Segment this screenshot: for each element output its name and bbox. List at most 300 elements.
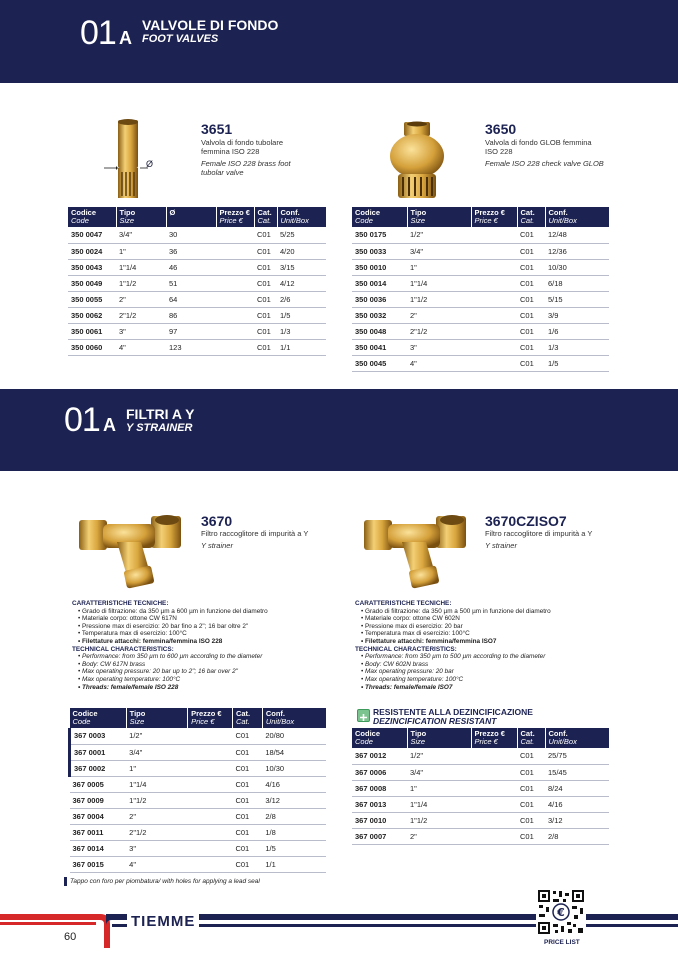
section-number: 01 [64, 401, 100, 439]
tech-item: • Performance: from 350 µm to 500 µm according to the diameter [361, 653, 625, 661]
table-cell: 1/5 [277, 307, 326, 323]
desc-en: Female ISO 228 brass foot tubolar valve [201, 159, 291, 177]
table-cell [216, 307, 254, 323]
header-it: Tipo [129, 709, 146, 718]
table-cell: 367 0012 [352, 748, 407, 764]
table-row [68, 243, 326, 259]
tech-item: • Temperatura max di esercizio: 100°C [78, 630, 342, 638]
table-cell [471, 291, 517, 307]
table-cell: 4" [407, 355, 471, 371]
table-cell: 367 0003 [70, 728, 127, 744]
column-header [517, 728, 545, 748]
tech-specs-3670 [72, 600, 342, 691]
table-cell: 367 0005 [70, 776, 127, 792]
table-row [70, 776, 327, 792]
table-cell: 350 0060 [68, 339, 116, 355]
table-cell [188, 792, 233, 808]
column-header [407, 728, 471, 748]
table-cell: C01 [517, 796, 545, 812]
tech-title-en: TECHNICAL CHARACTERISTICS: [355, 645, 457, 653]
table-cell: 3" [407, 339, 471, 355]
table-cell: 3/12 [262, 792, 326, 808]
table-cell: 1"1/4 [407, 796, 471, 812]
qr-euro-symbol: € [557, 906, 565, 919]
section-title-en: FOOT VALVES [142, 33, 219, 45]
table-cell: C01 [517, 748, 545, 764]
table-cell: 350 0014 [352, 275, 407, 291]
table-cell: 46 [166, 259, 216, 275]
table-row [352, 339, 609, 355]
table-cell: 10/30 [262, 760, 326, 776]
table-cell [471, 780, 517, 796]
table-cell: 350 0036 [352, 291, 407, 307]
header-en: Size [410, 216, 426, 225]
table-cell [471, 796, 517, 812]
table-cell: 350 0175 [352, 227, 407, 243]
column-header [232, 708, 262, 728]
tech-item: • Filettature attacchi: femmina/femmina ISO 228 [78, 638, 342, 646]
column-header [254, 207, 277, 227]
product-code-3651: 3651 [201, 121, 233, 137]
table-cell: 350 0024 [68, 243, 116, 259]
table-cell: 350 0048 [352, 323, 407, 339]
table-cell: 20/80 [262, 728, 326, 744]
table-cell: 350 0061 [68, 323, 116, 339]
table-cell: C01 [517, 243, 545, 259]
table-3670cziso7 [352, 728, 609, 845]
column-header [471, 207, 517, 227]
table-cell: 2/8 [545, 828, 609, 844]
table-row [70, 856, 327, 872]
table-cell: C01 [254, 307, 277, 323]
tech-item: • Temperatura max di esercizio: 100°C [361, 630, 625, 638]
table-row [352, 275, 609, 291]
table-row [68, 275, 326, 291]
section-number: 01 [80, 14, 116, 52]
table-cell [471, 764, 517, 780]
table-cell [216, 243, 254, 259]
section-letter: A [103, 415, 116, 435]
table-cell: 350 0043 [68, 259, 116, 275]
table-row [68, 291, 326, 307]
header-en: Unit/Box [280, 216, 309, 225]
header-en: Cat. [520, 737, 535, 746]
table-row [352, 780, 609, 796]
table-cell: C01 [254, 291, 277, 307]
price-list-label: PRICE LIST [544, 939, 580, 946]
header-it: Ø [169, 208, 176, 217]
table-cell: C01 [517, 828, 545, 844]
table-cell: 18/54 [262, 744, 326, 760]
table-cell: 1/1 [262, 856, 326, 872]
table-cell: C01 [232, 824, 262, 840]
dez-en: DEZINCIFICATION RESISTANT [373, 716, 497, 726]
qr-code-icon[interactable] [536, 888, 586, 936]
column-header [277, 207, 326, 227]
table-cell [471, 828, 517, 844]
column-header [68, 207, 116, 227]
table-cell: 12/36 [545, 243, 609, 259]
product-code-3670: 3670 [201, 513, 233, 529]
table-cell: 2"1/2 [407, 323, 471, 339]
table-cell: 367 0004 [70, 808, 127, 824]
table-cell: C01 [254, 243, 277, 259]
table-cell: 1/1 [277, 339, 326, 355]
table-row [70, 840, 327, 856]
product-desc-3670cziso7 [485, 529, 615, 550]
table-cell: 350 0041 [352, 339, 407, 355]
page-number: 60 [64, 931, 77, 943]
product-code-3670cziso7: 3670CZISO7 [485, 513, 567, 529]
header-it: Prezzo € [474, 208, 505, 217]
tech-item: • Grado di filtrazione: da 350 µm a 500 µm in funzione del diametro [361, 608, 625, 616]
table-cell: C01 [232, 744, 262, 760]
column-header [407, 207, 471, 227]
table-cell: C01 [232, 792, 262, 808]
table-row [352, 796, 609, 812]
column-header [471, 728, 517, 748]
table-cell: C01 [232, 808, 262, 824]
tech-item: • Pressione max di esercizio: 20 bar [361, 623, 625, 631]
column-header [216, 207, 254, 227]
table-cell: C01 [254, 323, 277, 339]
table-cell: 350 0010 [352, 259, 407, 275]
table-cell: 350 0055 [68, 291, 116, 307]
table-cell: 4/16 [545, 796, 609, 812]
header-en: Size [410, 737, 426, 746]
table-cell: 4/12 [277, 275, 326, 291]
header-en: Price € [474, 737, 498, 746]
table-3670 [68, 708, 326, 873]
table-cell: 1"1/4 [407, 275, 471, 291]
column-header [352, 207, 407, 227]
section-title-it: FILTRI A Y [126, 406, 195, 422]
table-cell: 4" [126, 856, 187, 872]
table-cell [216, 339, 254, 355]
table-cell: 1/2" [126, 728, 187, 744]
table-cell: 1" [126, 760, 187, 776]
tech-item: • Max operating temperature: 100°C [361, 676, 625, 684]
table-cell: C01 [517, 307, 545, 323]
table-cell: C01 [254, 259, 277, 275]
tech-item: • Max operating pressure: 20 bar [361, 668, 625, 676]
table-cell: 1/5 [545, 355, 609, 371]
header-it: Prezzo € [191, 709, 222, 718]
table-cell: C01 [517, 764, 545, 780]
table-cell [216, 259, 254, 275]
column-header [126, 708, 187, 728]
table-cell: 367 0006 [352, 764, 407, 780]
table-cell: 1/2" [407, 227, 471, 243]
table-cell [471, 355, 517, 371]
tech-list-it [355, 608, 625, 646]
table-cell [216, 275, 254, 291]
tech-specs-3670cziso7 [355, 600, 625, 691]
table-cell: 1/3 [277, 323, 326, 339]
table-cell: C01 [517, 291, 545, 307]
table-cell: 350 0033 [352, 243, 407, 259]
desc-en: Y strainer [485, 541, 517, 550]
table-row [68, 339, 326, 355]
table-cell: 1"1/2 [116, 275, 166, 291]
table-row [70, 744, 327, 760]
header-en: Cat. [520, 216, 535, 225]
table-cell [188, 856, 233, 872]
table-cell: 10/30 [545, 259, 609, 275]
table-cell [216, 323, 254, 339]
table-cell [188, 728, 233, 744]
note-marker [64, 877, 67, 886]
dezincification-icon [357, 709, 370, 722]
tech-item: • Threads: female/female ISO 228 [78, 684, 342, 692]
header-en: Code [355, 216, 373, 225]
header-it: Tipo [410, 729, 427, 738]
tech-title-en: TECHNICAL CHARACTERISTICS: [72, 645, 174, 653]
table-cell: 3/4" [407, 764, 471, 780]
table-cell: C01 [517, 812, 545, 828]
header-en: Code [72, 717, 91, 726]
header-en: Code [355, 737, 373, 746]
header-it: Cat. [520, 208, 535, 217]
table-cell: 367 0001 [70, 744, 127, 760]
header-en: Size [119, 216, 135, 225]
header-it: Conf. [280, 208, 300, 217]
column-header [545, 207, 609, 227]
table-cell: 30 [166, 227, 216, 243]
table-cell: C01 [254, 227, 277, 243]
table-cell [471, 259, 517, 275]
table-cell: 4" [116, 339, 166, 355]
tech-item: • Materiale corpo: ottone CW 617N [78, 615, 342, 623]
tech-list-en [355, 653, 625, 691]
desc-en: Y strainer [201, 541, 233, 550]
table-cell: C01 [232, 776, 262, 792]
table-cell: 2/8 [262, 808, 326, 824]
table-cell: 5/15 [545, 291, 609, 307]
table-cell: 2" [126, 808, 187, 824]
header-en: Code [71, 216, 89, 225]
table-cell: 3/12 [545, 812, 609, 828]
table-cell: C01 [254, 339, 277, 355]
column-header [517, 207, 545, 227]
lead-seal-note: Tappo con foro per piombatura/ with holes for applying a lead seal [70, 878, 260, 885]
table-cell: 3" [126, 840, 187, 856]
table-cell: 1"1/2 [407, 812, 471, 828]
column-header [166, 207, 216, 227]
table-cell: 64 [166, 291, 216, 307]
table-row [68, 227, 326, 243]
header-en: Size [129, 717, 145, 726]
table-row [352, 764, 609, 780]
diameter-label: Ø [146, 159, 154, 169]
table-cell: 367 0013 [352, 796, 407, 812]
header-it: Cat. [520, 729, 535, 738]
table-cell: 2" [407, 307, 471, 323]
table-3650 [352, 207, 609, 372]
desc-it: Valvola di fondo GLOB femmina ISO 228 [485, 138, 592, 156]
table-cell: 1/3 [545, 339, 609, 355]
table-row [352, 291, 609, 307]
table-cell [471, 275, 517, 291]
table-cell: C01 [232, 840, 262, 856]
table-cell [216, 227, 254, 243]
table-cell [216, 291, 254, 307]
table-row [70, 728, 327, 744]
table-row [70, 760, 327, 776]
brand-logo: TIEMME [127, 913, 199, 930]
table-cell [471, 323, 517, 339]
section-title-it: VALVOLE DI FONDO [142, 17, 279, 33]
table-row [68, 259, 326, 275]
header-en: Price € [474, 216, 498, 225]
table-cell: 350 0047 [68, 227, 116, 243]
y-strainer-image [75, 510, 185, 590]
table-cell: 2" [407, 828, 471, 844]
tech-title-it: CARATTERISTICHE TECNICHE: [72, 600, 169, 607]
table-cell: C01 [517, 275, 545, 291]
table-cell: 1" [407, 259, 471, 275]
header-it: Tipo [119, 208, 136, 217]
section-header-y-strainer [0, 389, 678, 471]
desc-en: Female ISO 228 check valve GLOB [485, 159, 604, 168]
table-cell: 4/20 [277, 243, 326, 259]
table-cell: 3/4" [116, 227, 166, 243]
column-header [262, 708, 326, 728]
tech-item: • Body: CW 602N brass [361, 661, 625, 669]
tech-item: • Max operating temperature: 100°C [78, 676, 342, 684]
table-cell: 367 0010 [352, 812, 407, 828]
column-header [545, 728, 609, 748]
table-cell: 3/4" [126, 744, 187, 760]
tech-item: • Performance: from 350 µm to 600 µm according to the diameter [78, 653, 342, 661]
dezincification-label [373, 708, 533, 726]
table-row [70, 808, 327, 824]
tech-item: • Body: CW 617N brass [78, 661, 342, 669]
table-cell: 86 [166, 307, 216, 323]
table-cell [188, 808, 233, 824]
header-it: Conf. [548, 208, 568, 217]
table-cell: 367 0007 [352, 828, 407, 844]
table-cell: 1" [407, 780, 471, 796]
header-it: Codice [355, 208, 381, 217]
table-cell: 2/6 [277, 291, 326, 307]
product-desc-3651 [201, 138, 311, 177]
tech-item: • Threads: female/female ISO7 [361, 684, 625, 692]
y-strainer-dzr-image [360, 510, 470, 590]
header-it: Codice [72, 709, 98, 718]
table-3651 [68, 207, 326, 356]
table-cell: 367 0011 [70, 824, 127, 840]
table-cell: 2" [116, 291, 166, 307]
header-it: Cat. [235, 709, 251, 718]
header-it: Codice [355, 729, 381, 738]
column-header [116, 207, 166, 227]
tech-item: • Max operating pressure: 20 bar up to 2"; 16 bar over 2" [78, 668, 342, 676]
section-header-foot-valves [0, 0, 678, 83]
table-cell [188, 840, 233, 856]
glob-foot-valve-image [386, 120, 448, 202]
table-cell: 3" [116, 323, 166, 339]
table-cell [188, 824, 233, 840]
product-desc-3650 [485, 138, 605, 168]
table-cell: 12/48 [545, 227, 609, 243]
table-cell: 8/24 [545, 780, 609, 796]
desc-it: Filtro raccoglitore di impurità a Y [485, 529, 593, 538]
header-it: Conf. [548, 729, 568, 738]
table-cell: 1/8 [262, 824, 326, 840]
table-row [352, 259, 609, 275]
section-letter: A [119, 28, 132, 48]
table-row [352, 812, 609, 828]
header-it: Conf. [265, 709, 285, 718]
table-cell: 350 0045 [352, 355, 407, 371]
tech-item: • Pressione max di esercizio: 20 bar fino a 2"; 16 bar oltre 2" [78, 623, 342, 631]
table-cell: 1/6 [545, 323, 609, 339]
table-cell [471, 243, 517, 259]
table-row [70, 792, 327, 808]
table-cell: 367 0009 [70, 792, 127, 808]
table-cell: C01 [517, 259, 545, 275]
tech-item: • Grado di filtrazione: da 350 µm a 600 µm in funzione del diametro [78, 608, 342, 616]
table-cell: C01 [517, 355, 545, 371]
table-cell: 1"1/4 [116, 259, 166, 275]
table-cell [188, 760, 233, 776]
table-cell: 15/45 [545, 764, 609, 780]
table-cell: 3/15 [277, 259, 326, 275]
tech-item: • Materiale corpo: ottone CW 602N [361, 615, 625, 623]
table-cell: 1"1/2 [407, 291, 471, 307]
header-en: Cat. [235, 717, 250, 726]
table-cell [471, 812, 517, 828]
table-cell: 3/9 [545, 307, 609, 323]
table-row [70, 824, 327, 840]
header-en: Unit/Box [548, 737, 577, 746]
section-title-en: Y STRAINER [126, 422, 193, 434]
header-en: Price € [219, 216, 243, 225]
header-it: Tipo [410, 208, 427, 217]
table-cell: 2"1/2 [116, 307, 166, 323]
table-cell: 1/2" [407, 748, 471, 764]
tech-item: • Filettature attacchi: femmina/femmina ISO7 [361, 638, 625, 646]
column-header [188, 708, 233, 728]
table-cell [471, 339, 517, 355]
table-cell: C01 [517, 323, 545, 339]
tech-title-it: CARATTERISTICHE TECNICHE: [355, 600, 452, 607]
table-cell: 1/5 [262, 840, 326, 856]
table-cell: 1"1/2 [126, 792, 187, 808]
header-it: Prezzo € [219, 208, 250, 217]
table-cell: 36 [166, 243, 216, 259]
table-cell: 4/16 [262, 776, 326, 792]
table-cell: 350 0049 [68, 275, 116, 291]
table-cell [471, 307, 517, 323]
header-en: Cat. [257, 216, 272, 225]
table-cell: 350 0062 [68, 307, 116, 323]
table-cell: C01 [232, 856, 262, 872]
header-it: Prezzo € [474, 729, 505, 738]
table-cell: C01 [232, 728, 262, 744]
table-cell [188, 744, 233, 760]
table-row [68, 307, 326, 323]
table-row [352, 307, 609, 323]
table-row [68, 323, 326, 339]
table-cell: 5/25 [277, 227, 326, 243]
table-cell: C01 [517, 780, 545, 796]
table-row [352, 355, 609, 371]
table-cell: 350 0032 [352, 307, 407, 323]
dez-it: RESISTENTE ALLA DEZINCIFICAZIONE [373, 707, 533, 717]
table-cell: C01 [517, 227, 545, 243]
